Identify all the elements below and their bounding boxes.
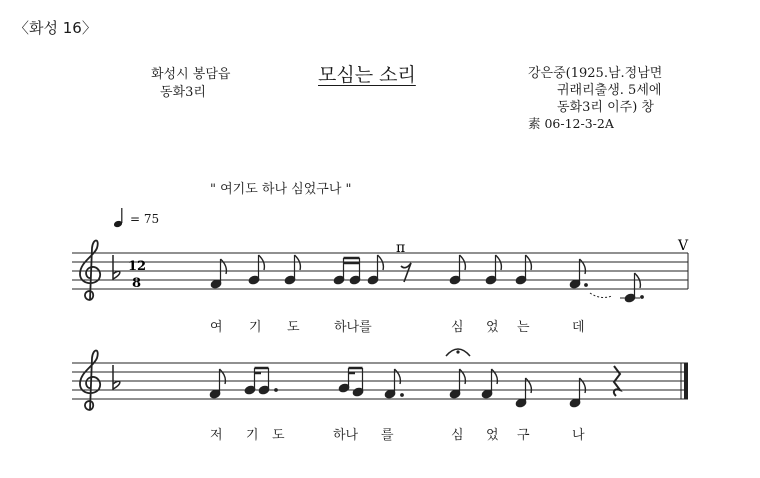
lyric-syllable: 심 bbox=[451, 428, 464, 443]
eighth-note-icon bbox=[367, 255, 383, 285]
singer-line-1: 강은중(1925.남.정남면 bbox=[528, 66, 663, 81]
treble-clef-icon bbox=[80, 351, 100, 411]
singer-line-3: 동화3리 이주) 창 bbox=[557, 100, 654, 115]
glissando-line bbox=[590, 293, 612, 297]
flat-sign-icon bbox=[113, 255, 120, 279]
treble-clef-icon bbox=[80, 241, 100, 301]
lyric-syllable: 도 bbox=[287, 320, 300, 335]
lyric-syllable: 심 bbox=[451, 320, 464, 335]
lyric-syllable: 나 bbox=[572, 428, 585, 443]
lyric-syllable: 었 bbox=[486, 320, 499, 335]
location-line-1: 화성시 봉담읍 bbox=[151, 67, 231, 82]
eighth-note-icon bbox=[449, 255, 465, 285]
eighth-note-icon bbox=[210, 259, 226, 289]
flat-sign-icon bbox=[113, 365, 120, 389]
eighth-note-icon bbox=[449, 369, 465, 399]
lyric-syllable: 하나 bbox=[333, 428, 359, 443]
time-signature-bottom: 8 bbox=[132, 276, 142, 291]
eighth-note-icon bbox=[515, 378, 531, 408]
lyric-syllable: 하나를 bbox=[334, 320, 372, 335]
singer-line-2: 귀래리출생. 5세에 bbox=[557, 83, 662, 98]
dotted-eighth-note-icon bbox=[620, 273, 643, 303]
lyric-syllable: 기 bbox=[249, 320, 262, 335]
staff-line-2 bbox=[72, 363, 688, 399]
eighth-rest-icon bbox=[401, 263, 411, 282]
eighth-note-icon bbox=[569, 378, 585, 408]
tempo-marking: = 75 bbox=[130, 212, 160, 226]
time-signature-top: 12 bbox=[128, 259, 147, 274]
page-label: 〈화성 16〉 bbox=[14, 19, 97, 37]
song-subtitle: " 여기도 하나 심었구나 " bbox=[210, 182, 352, 197]
lyric-syllable: 를 bbox=[381, 428, 394, 443]
breath-mark: V bbox=[678, 238, 689, 254]
location-line-2: 동화3리 bbox=[160, 85, 206, 100]
eighth-note-icon bbox=[515, 255, 531, 285]
lyric-syllable: 구 bbox=[517, 428, 530, 443]
eighth-note-icon bbox=[485, 255, 501, 285]
lyric-syllable: 도 bbox=[272, 428, 285, 443]
lyric-syllable: 기 bbox=[246, 428, 259, 443]
dotted-eighth-note-icon bbox=[569, 259, 587, 289]
lyric-syllable: 데 bbox=[572, 320, 585, 335]
eighth-note-icon bbox=[248, 255, 264, 285]
song-title: 모심는 소리 bbox=[318, 64, 416, 86]
eighth-note-icon bbox=[481, 369, 497, 399]
eighth-note-icon bbox=[209, 369, 225, 399]
fermata-icon bbox=[446, 349, 470, 356]
eighth-note-icon bbox=[284, 255, 300, 285]
ornament-mark: π bbox=[396, 240, 406, 256]
lyric-syllable: 었 bbox=[486, 428, 499, 443]
lyric-syllable: 저 bbox=[210, 428, 223, 443]
archive-code: 素 06-12-3-2A bbox=[528, 116, 614, 131]
lyric-syllable: 는 bbox=[517, 320, 530, 335]
lyric-syllable: 여 bbox=[210, 320, 223, 335]
dotted-eighth-note-icon bbox=[384, 369, 403, 399]
